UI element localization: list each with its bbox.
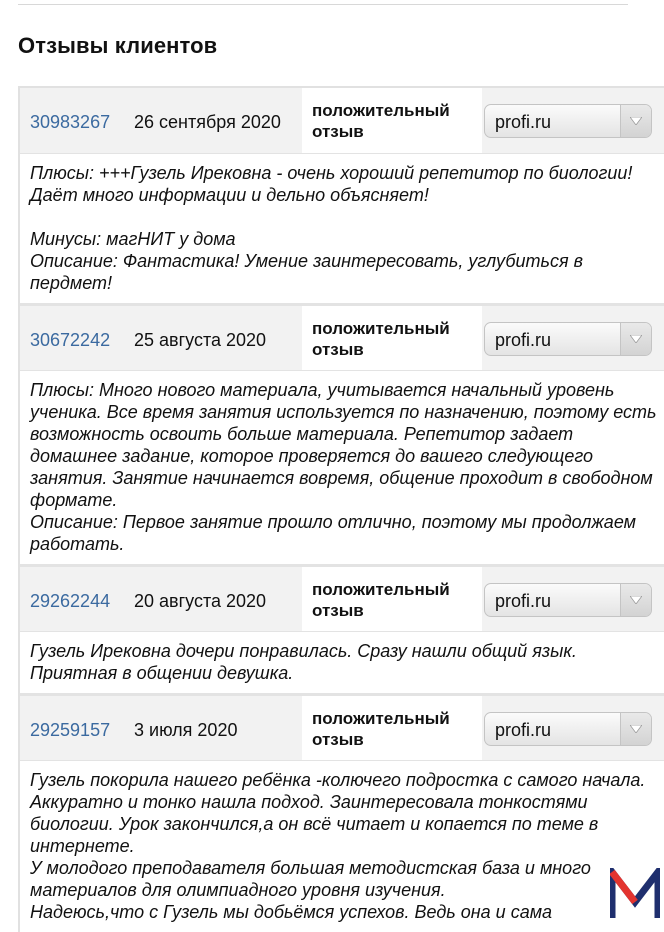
review-type-cell <box>302 696 482 760</box>
review-body-line: Гузель покорила нашего ребёнка -колючего подростка с самого начала. Аккуратно и тонко нашла подход. Заинтересовала тонкостями биологии. Урок закончился,а он всё читает и копается по теме в интернете. <box>30 770 646 856</box>
review-header <box>20 86 664 154</box>
review-type: положительный отзыв <box>312 319 450 359</box>
review-type-cell <box>302 306 482 370</box>
review-item <box>20 86 664 303</box>
reviews-list <box>18 86 664 932</box>
review-body <box>20 371 664 564</box>
review-type: положительный отзыв <box>312 580 450 620</box>
review-date: 26 сентября 2020 <box>134 112 281 132</box>
review-type-cell <box>302 88 482 153</box>
review-body <box>20 632 664 693</box>
review-body-line: Описание: Фантастика! Умение заинтересовать, углубиться в пердмет! <box>30 251 584 293</box>
chevron-down-icon <box>630 596 642 604</box>
review-body-line: Плюсы: +++Гузель Ирековна - очень хороший репетитор по биологии! Даёт много информации и дельно объясняет! <box>30 163 633 205</box>
review-id-link[interactable]: 29259157 <box>30 720 111 740</box>
source-select[interactable] <box>484 104 652 138</box>
review-date: 3 июля 2020 <box>134 720 238 740</box>
review-header <box>20 303 664 371</box>
select-arrow-button[interactable] <box>620 713 651 745</box>
select-arrow-button[interactable] <box>620 584 651 616</box>
review-body-line: Описание: Первое занятие прошло отлично, поэтому мы продолжаем работать. <box>30 512 636 554</box>
review-id-link[interactable]: 29262244 <box>30 591 111 611</box>
source-select-value: profi.ru <box>495 720 552 740</box>
review-body-line: Надеюсь,что с Гузель мы добьёмся успехов. Ведь она и сама <box>30 902 553 922</box>
review-date: 25 августа 2020 <box>134 330 267 350</box>
source-select[interactable] <box>484 712 652 746</box>
top-divider <box>18 4 628 5</box>
source-select[interactable] <box>484 583 652 617</box>
source-select-value: profi.ru <box>495 330 552 350</box>
review-body-line: Гузель Ирековна дочери понравилась. Сразу нашли общий язык. Приятная в общении девушка. <box>30 641 577 683</box>
review-header <box>20 564 664 632</box>
review-body-line: У молодого преподавателя большая методистская база и много материалов для олимпиадного уровня изучения. <box>30 858 591 900</box>
review-body-gap <box>30 206 660 228</box>
chevron-down-icon <box>630 117 642 125</box>
review-id-link[interactable]: 30672242 <box>30 330 111 350</box>
source-select-value: profi.ru <box>495 591 552 611</box>
source-select-value: profi.ru <box>495 112 552 132</box>
review-item <box>20 693 664 932</box>
review-date: 20 августа 2020 <box>134 591 267 611</box>
review-body <box>20 761 664 932</box>
review-type-cell <box>302 567 482 631</box>
select-arrow-button[interactable] <box>620 105 651 137</box>
chevron-down-icon <box>630 725 642 733</box>
review-id-link[interactable]: 30983267 <box>30 112 111 132</box>
select-arrow-button[interactable] <box>620 323 651 355</box>
review-item <box>20 303 664 564</box>
review-type: положительный отзыв <box>312 101 450 141</box>
section-title: Отзывы клиентов <box>18 33 218 58</box>
review-body-line: Плюсы: Много нового материала, учитывается начальный уровень ученика. Все время занятия используется по назначению, поэтому есть возможность освоить больше материала. Репетитор задает домашнее задание, которое проверяется до вашего следующего занятия. Занятие начинается вовремя, общение проходит в свободном формате. <box>30 380 657 510</box>
chevron-down-icon <box>630 335 642 343</box>
brand-logo-icon <box>610 868 660 920</box>
source-select[interactable] <box>484 322 652 356</box>
review-body <box>20 154 664 303</box>
review-item <box>20 564 664 693</box>
review-header <box>20 693 664 761</box>
review-type: положительный отзыв <box>312 709 450 749</box>
review-body-line: Минусы: магНИТ у дома <box>30 229 236 249</box>
